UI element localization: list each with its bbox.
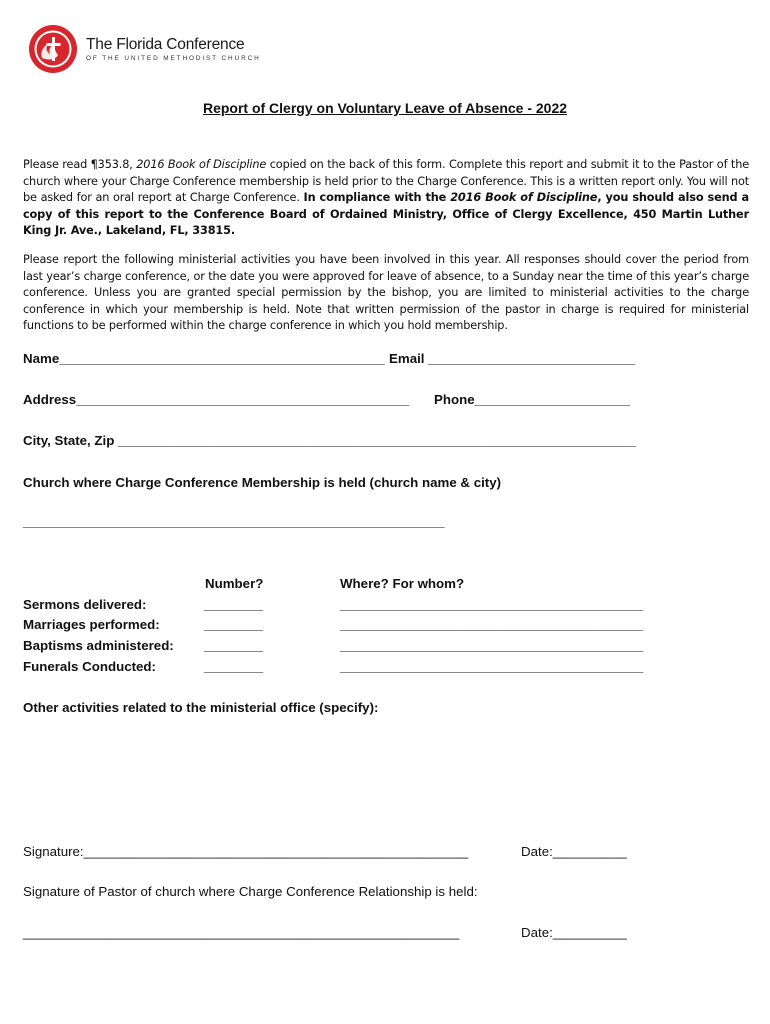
marriages-label: Marriages performed: bbox=[23, 617, 160, 632]
pastor-signature-field[interactable]: ___________________________________________________________ bbox=[23, 925, 460, 940]
baptisms-number-field[interactable]: ________ bbox=[204, 638, 264, 653]
church-label: Church where Charge Conference Membership is held (church name & city) bbox=[23, 475, 502, 490]
sermons-number-field[interactable]: ________ bbox=[204, 597, 264, 612]
pastor-date-field[interactable]: Date:__________ bbox=[521, 925, 627, 940]
sermons-where-field[interactable]: _________________________________________ bbox=[340, 597, 644, 612]
funerals-number-field[interactable]: ________ bbox=[204, 659, 264, 674]
baptisms-label: Baptisms administered: bbox=[23, 638, 174, 653]
signature-date-field[interactable]: Date:__________ bbox=[521, 844, 627, 859]
pastor-signature-label: Signature of Pastor of church where Charge Conference Relationship is held: bbox=[23, 884, 478, 899]
sermons-label: Sermons delivered: bbox=[23, 597, 147, 612]
city-state-zip-field[interactable]: City, State, Zip ______________________________________________________________________ bbox=[23, 433, 636, 448]
number-header: Number? bbox=[205, 576, 264, 591]
conference-name: The Florida Conference bbox=[86, 36, 245, 53]
funerals-where-field[interactable]: _________________________________________ bbox=[340, 659, 644, 674]
where-header: Where? For whom? bbox=[340, 576, 465, 591]
page-title: Report of Clergy on Voluntary Leave of Absence - 2022 bbox=[202, 100, 568, 116]
marriages-where-field[interactable]: _________________________________________ bbox=[340, 617, 644, 632]
address-field[interactable]: Address_____________________________________________ bbox=[23, 392, 413, 407]
name-field[interactable]: Name____________________________________________ bbox=[23, 351, 385, 366]
email-field[interactable]: Email ____________________________ bbox=[389, 351, 636, 366]
reporting-paragraph: Please report the following ministerial activities you have been involved in this year. All responses should cover the period from last year’s charge conference, or the date you were approved for leave of absence, to a Sunday near the time of this year’s charge conference. Unless you are granted special permission by the bishop, you are limited to ministerial activities to the charge conference in which your membership is held. Note that written permission of the pastor in charge is required for ministerial functions to be performed within the charge conference in which you hold membership. bbox=[23, 253, 749, 332]
conference-logo bbox=[28, 24, 261, 74]
church-field[interactable]: _________________________________________________________ bbox=[23, 514, 445, 529]
other-activities-label: Other activities related to the ministerial office (specify): bbox=[23, 700, 379, 715]
funerals-label: Funerals Conducted: bbox=[23, 659, 156, 674]
cross-and-flame-icon bbox=[28, 24, 78, 74]
signature-field[interactable]: Signature:____________________________________________________ bbox=[23, 844, 469, 859]
instructions-paragraph: Please read ¶353.8, 2016 Book of Discipline copied on the back of this form. Complete this report and submit it to the Pastor of the church where your Charge Conference membership is held prior to the Charge Conference. This is a written report only. You will not be asked for an oral report at Charge Conference. In compliance with the 2016 Book of Discipline, you should also send a copy of this report to the Conference Board of Ordained Ministry, Office of Clergy Excellence, 450 Martin Luther King Jr. Ave., Lakeland, FL, 33815. bbox=[23, 158, 750, 237]
conference-subtitle: OF THE UNITED METHODIST CHURCH bbox=[86, 55, 261, 62]
phone-field[interactable]: Phone_____________________ bbox=[434, 392, 630, 407]
baptisms-where-field[interactable]: _________________________________________ bbox=[340, 638, 644, 653]
marriages-number-field[interactable]: ________ bbox=[204, 617, 264, 632]
